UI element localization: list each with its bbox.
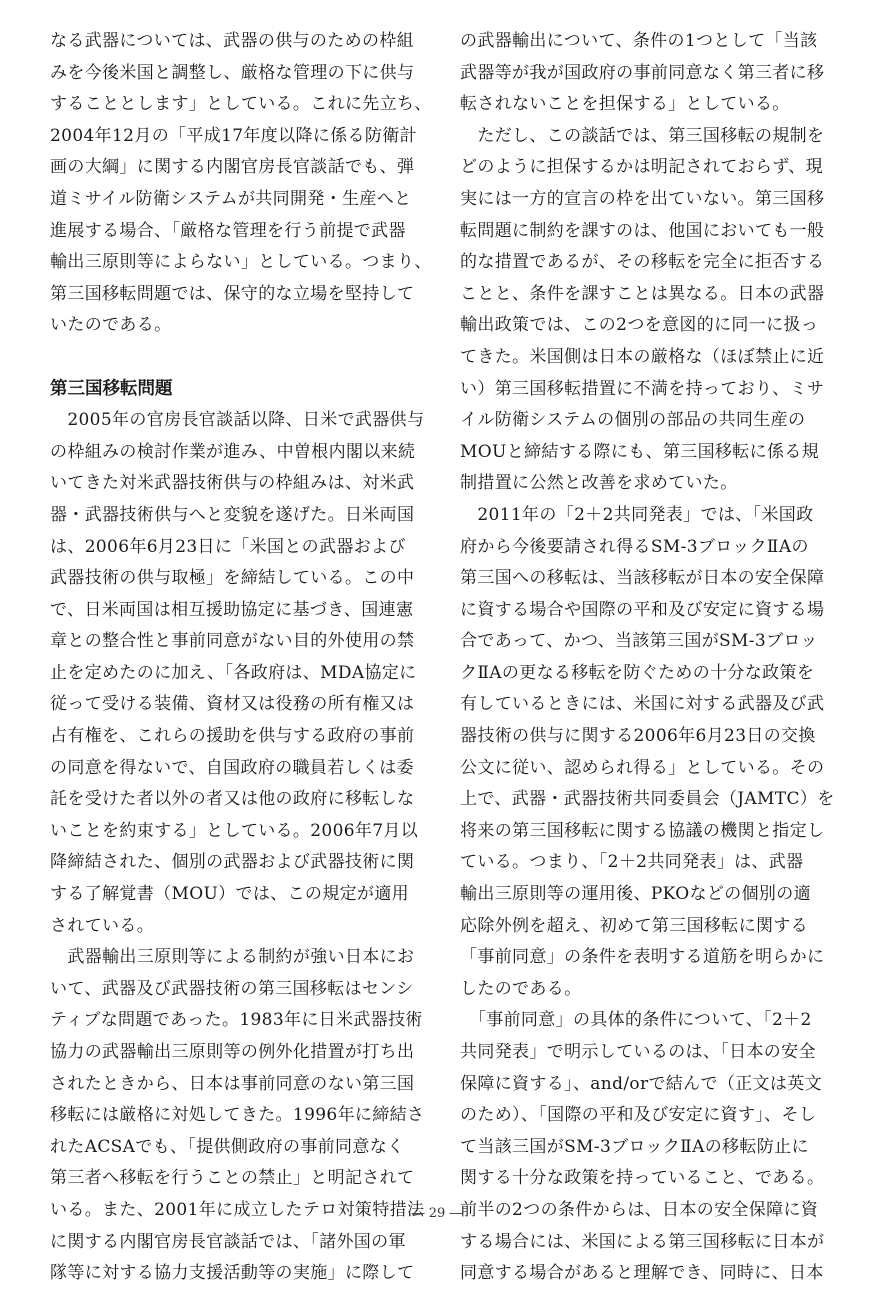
text-line: 2005年の官房長官談話以降、日米で武器供与 [50, 410, 425, 431]
text-line: 制措置に公然と改善を求めていた。 [460, 473, 738, 494]
text-line: 有しているときには、米国に対する武器及び武 [460, 694, 825, 715]
text-line: 共同発表」で明示しているのは、「日本の安全 [460, 1042, 816, 1062]
text-line: ことと、条件を課すことは異なる。日本の武器 [460, 283, 825, 304]
text-line: する了解覚書（MOU）では、この規定が適用 [50, 884, 410, 905]
text-line: の武器輸出について、条件の1つとして「当該 [460, 31, 818, 51]
paragraph-third-country-intro [50, 405, 425, 942]
text-line: 2011年の「2＋2共同発表」では、「米国政 [460, 504, 814, 525]
text-line: 協力の武器輸出三原則等の例外化措置が打ち出 [50, 1042, 415, 1062]
text-line: 合であって、かつ、当該第三国がSM-3ブロッ [460, 631, 818, 652]
text-line: 進展する場合、「厳格な管理を行う前提で武器 [50, 220, 406, 241]
text-line: 転問題に制約を課すのは、他国においても一般 [460, 220, 825, 241]
text-line: 従って受ける装備、資材又は役務の所有権又は [50, 694, 415, 715]
text-line: 輸出三原則等の運用後、PKOなどの個別の適 [460, 884, 811, 905]
text-line: ただし、この談話では、第三国移転の規制を [460, 125, 825, 146]
text-line: 道ミサイル防衛システムが共同開発・生産へと [50, 188, 412, 209]
text-line: ティブな問題であった。1983年に日米武器技術 [50, 1010, 423, 1031]
section-gap [50, 342, 410, 374]
text-line: 的な措置であるが、その移転を完全に拒否する [460, 252, 825, 273]
right-column [460, 26, 835, 1290]
text-line: ている。つまり、「2＋2共同発表」は、武器 [460, 852, 804, 873]
text-line: 「事前同意」の具体的条件について、「2＋2 [460, 1010, 812, 1031]
page-number: ― 29 ― [411, 1206, 463, 1221]
text-line: 占有権を、これらの援助を供与する政府の事前 [50, 726, 415, 747]
text-line: 実には一方的宣言の枠を出ていない。第三国移 [460, 188, 825, 209]
text-line: 上で、武器・武器技術共同委員会（JAMTC）を [460, 789, 835, 810]
text-line: のため）、「国際の平和及び安定に資す」、そし [460, 1105, 817, 1126]
text-line: されている。 [50, 915, 155, 936]
text-line: 2004年12月の「平成17年度以降に係る防衛計 [50, 125, 417, 146]
text-line: いたのである。 [50, 315, 172, 336]
text-line: 同意する場合があると理解でき、同時に、日本 [460, 1263, 824, 1284]
text-line: で、日米両国は相互援助協定に基づき、国連憲 [50, 599, 414, 620]
text-line: 公文に従い、認められ得る」としている。その [460, 757, 825, 778]
text-line: て当該三国がSM-3ブロックⅡAの移転防止に [460, 1136, 809, 1157]
text-line: 第三者へ移転を行うことの禁止」と明記されて [50, 1168, 415, 1189]
text-line: の枠組みの検討作業が進み、中曽根内閣以来続 [50, 441, 416, 462]
text-line: 移転には厳格に対処してきた。1996年に締結さ [50, 1105, 425, 1126]
paragraph-continuation [50, 26, 432, 342]
text-line: 画の大綱」に関する内閣官房長官談話でも、弾 [50, 157, 415, 178]
text-line: 将来の第三国移転に関する協議の機関と指定し [460, 820, 825, 841]
text-line: 武器輸出三原則等による制約が強い日本にお [50, 947, 415, 968]
section-heading: 第三国移転問題 [50, 378, 173, 399]
text-line: イル防衛システムの個別の部品の共同生産の [460, 410, 806, 431]
text-line: いてきた対米武器技術供与の枠組みは、対米武 [50, 473, 415, 494]
text-line: いことを約束する」としている。2006年7月以 [50, 820, 419, 841]
text-line: い）第三国移転措置に不満を持っており、ミサ [460, 378, 825, 399]
text-line: てきた。米国側は日本の厳格な（ほぼ禁止に近 [460, 346, 825, 367]
text-line: クⅡAの更なる移転を防ぐための十分な政策を [460, 662, 815, 683]
text-line: 武器技術の供与取極」を締結している。この中 [50, 568, 415, 589]
text-line: 輸出三原則等によらない」としている。つまり、 [50, 252, 432, 273]
text-line: どのように担保するかは明記されておらず、現 [460, 157, 823, 178]
text-line: 武器等が我が国政府の事前同意なく第三者に移 [460, 62, 825, 83]
text-line: 器技術の供与に関する2006年6月23日の交換 [460, 726, 816, 747]
text-line: MOUと締結する際にも、第三国移転に係る規 [460, 441, 820, 462]
text-line: する場合には、米国による第三国移転に日本が [460, 1231, 825, 1252]
paragraph-prior-consent-conditions [460, 1005, 825, 1289]
text-line: 隊等に対する協力支援活動等の実施」に際して [50, 1263, 415, 1284]
text-line: 「事前同意」の条件を表明する道筋を明らかに [460, 947, 825, 968]
text-line: みを今後米国と調整し、厳格な管理の下に供与 [50, 62, 415, 83]
text-line: 託を受けた者以外の者又は他の政府に移転しな [50, 789, 415, 810]
text-line: することとします」としている。これに先立ち、 [50, 94, 432, 115]
text-line: れたACSAでも、「提供側政府の事前同意なく [50, 1136, 405, 1157]
text-line: 保障に資する」、and/orで結んで（正文は英文 [460, 1073, 822, 1094]
text-line: 第三国移転問題では、保守的な立場を堅持して [50, 283, 415, 304]
text-line: 前半の2つの条件からは、日本の安全保障に資 [460, 1199, 819, 1220]
text-line: 第三国への移転は、当該移転が日本の安全保障 [460, 568, 825, 589]
paragraph-continuation [460, 26, 825, 121]
text-line: 章との整合性と事前同意がない目的外使用の禁 [50, 631, 415, 652]
text-line: に関する内閣官房長官談話では、「諸外国の軍 [50, 1231, 406, 1252]
text-line: の同意を得ないで、自国政府の職員若しくは委 [50, 757, 415, 778]
paragraph-third-country-history [50, 942, 425, 1290]
text-line: 輸出政策では、この2つを意図的に同一に扱っ [460, 315, 819, 336]
left-column [50, 26, 432, 1290]
text-line: いる。また、2001年に成立したテロ対策特措法 [50, 1199, 425, 1220]
text-line: に資する場合や国際の平和及び安定に資する場 [460, 599, 825, 620]
text-line: 転されないことを担保する」としている。 [460, 94, 790, 115]
text-line: 府から今後要請され得るSM-3ブロックⅡAの [460, 536, 809, 557]
text-line: いて、武器及び武器技術の第三国移転はセンシ [50, 978, 414, 999]
paragraph-2plus2-statement [460, 500, 835, 1006]
text-line: したのである。 [460, 978, 582, 999]
paragraph-statement-limits [460, 121, 825, 500]
text-line: 止を定めたのに加え、「各政府は、MDA協定に [50, 662, 417, 683]
text-line: されたときから、日本は事前同意のない第三国 [50, 1073, 415, 1094]
text-line: は、2006年6月23日に「米国との武器および [50, 536, 406, 557]
text-line: 関する十分な政策を持っていること、である。 [460, 1168, 825, 1189]
text-line: なる武器については、武器の供与のための枠組 [50, 31, 415, 51]
text-line: 降締結された、個別の武器および武器技術に関 [50, 852, 415, 873]
text-line: 応除外例を超え、初めて第三国移転に関する [460, 915, 809, 936]
text-line: 器・武器技術供与へと変貌を遂げた。日米両国 [50, 504, 415, 525]
